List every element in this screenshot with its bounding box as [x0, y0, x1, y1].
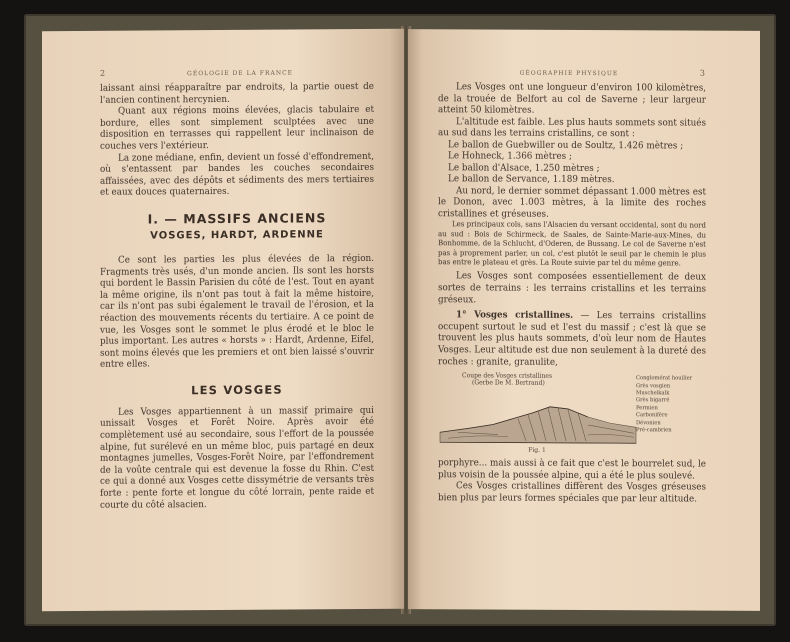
right-page-content	[408, 29, 760, 611]
note-paragraph: Les principaux cols, sans l'Alsacien du versant occidental, sont du nord au sud : Bois de Schirmeck, de Saales, de Sainte-Marie-aux-Mines, du Bonhomme, de la Schlucht, d'Oderen, de Bussang. Le col de Saverne n'est pas à proprement parler, un col, c'est plutôt le seuil par le chemin le plus bas entre le plateau et grès. La Route suivie par tel du même genre.	[438, 220, 706, 268]
section-title: I. — MASSIFS ANCIENS	[147, 210, 327, 227]
left-intro-paragraph-3: La zone médiane, enfin, devient un fossé d'effondrement, où s'entassent par bandes les couches secondaires affaissées, avec des dépôts et sédiments des mers tertiaires et eaux douces quaternaires.	[100, 151, 374, 199]
figure-legend	[636, 375, 706, 435]
left-running-head: GÉOLOGIE DE LA FRANCE	[187, 69, 294, 78]
summit-item: Le ballon de Guebwiller ou de Soultz, 1.426 mètres ;	[448, 140, 684, 152]
summit-item: Le ballon d'Alsace, 1.250 mètres ;	[448, 163, 600, 174]
left-intro-paragraph-2: Quant aux régions moins élevées, glacis tabulaire et bordure, elles sont simplement sculptées avec une disposition en terrasses qui rappellent leur inclinaison de couches vers l'extérieur.	[100, 105, 374, 152]
after-figure-paragraph: porphyre... mais aussi à ce fait que c'est le bourrelet sud, le plus voisin de la poussée alpine, qui a été le plus soulevé.	[438, 458, 706, 482]
left-intro-paragraph-1: laissant ainsi réapparaître par endroits, la partie ouest de l'ancien continent hercynien.	[100, 81, 374, 106]
right-running-head: GÉOGRAPHIE PHYSIQUE	[519, 69, 619, 78]
legend-item: Muschelkalk	[636, 390, 670, 397]
summits-intro: L'altitude est faible. Les plus hauts sommets sont situés au sud dans les terrains cristallins, ce sont :	[438, 117, 706, 140]
legend-item: Carbonifère	[636, 412, 668, 419]
composition-paragraph: Les Vosges sont composées essentiellement de deux sortes de terrains : les terrains cristallins et les terrains gréseux.	[438, 271, 706, 306]
legend-item: Pré-cambrien	[636, 427, 672, 434]
legend-item: Conglomérat houiller	[636, 375, 693, 382]
geological-cross-section-figure	[438, 372, 706, 459]
subsection-title: LES VOSGES	[191, 382, 283, 398]
summits-list	[448, 140, 706, 187]
left-page-number: 2	[100, 68, 107, 78]
right-page-number: 3	[699, 68, 706, 78]
legend-item: Dévonien	[636, 419, 661, 426]
right-page	[408, 29, 760, 611]
figure-title-line-2: (Gerbe De M. Bertrand)	[472, 379, 545, 387]
left-page	[42, 29, 404, 612]
crystalline-paragraph	[438, 310, 706, 369]
summit-item: Le ballon de Servance, 1.189 mètres.	[448, 174, 615, 186]
right-intro-paragraph: Les Vosges ont une longueur d'environ 100 kilomètres, de la trouée de Belfort au col de Saverne ; leur largeur atteint 50 kilomètres.	[438, 82, 706, 116]
subsection-paragraph: Les Vosges appartiennent à un massif primaire qui unissait Vosges et Forêt Noire. Après avoir été complètement usé au secondaire, sous l'effort de la poussée alpine, fut surélevé en un même bloc, puis partagé en deux montagnes jumelles, Vosges-Forêt Noire, par l'effondrement de la voûte centrale qui est devenue la fosse du Rhin. C'est ce qui a donné aux Vosges cette dissymétrie de versants très forte : pente forte et longue du côté lorrain, pente raide et courte du côté alsacien.	[100, 405, 374, 511]
crystalline-heading: 1° Vosges cristallines.	[456, 310, 574, 322]
section-paragraph: Ce sont les parties les plus élevées de la région. Fragments très usés, d'un monde ancien. Ils sont les horsts qui bordent le Bassin Parisien du côté de l'est. Tout en ayant la même origine, ils n'ont pas tout à fait la même histoire, car ils n'ont pas subi également le travail de l'érosion, et la réaction des mouvements récents du tertiaire. A ce point de vue, les Vosges sont le sommet le plus érodé et le bloc le plus important. Les autres « horsts » : Hardt, Ardenne, Eifel, sont moins élevés que les premiers et ont bien laissé s'ouvrir entre elles.	[100, 253, 374, 371]
summit-item: Le Hohneck, 1.366 mètres ;	[448, 151, 572, 163]
last-paragraph: Ces Vosges cristallines diffèrent des Vosges gréseuses bien plus par leurs formes spéciales que par leur altitude.	[438, 481, 706, 505]
left-page-content	[42, 29, 404, 612]
figure-title-line-1: Coupe des Vosges cristallines	[462, 372, 553, 380]
legend-item: Permien	[636, 405, 658, 412]
section-subtitle: VOSGES, HARDT, ARDENNE	[150, 229, 324, 242]
north-paragraph: Au nord, le dernier sommet dépassant 1.000 mètres est le Donon, avec 1.003 mètres, à la limite des roches cristallines et gréseuses.	[438, 185, 706, 220]
crystalline-text: — Les terrains cristallins occupent surtout le sud et l'est du massif ; c'est là que se trouvent les plus hauts sommets, d'où leur nom de Hautes Vosges. Leur altitude est due non seulement à la dureté des roches : granite, granulite,	[438, 311, 707, 368]
legend-item: Grès bigarré	[636, 397, 670, 404]
figure-number: Fig. 1	[528, 446, 546, 454]
legend-item: Grès vosgien	[636, 382, 671, 390]
